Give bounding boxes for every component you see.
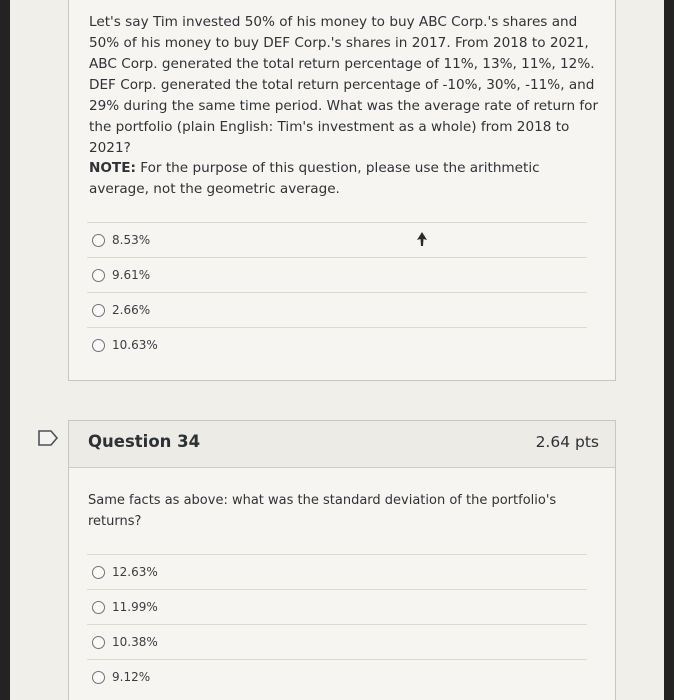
note-label: NOTE: xyxy=(89,160,136,176)
bookmark-flag-icon[interactable] xyxy=(37,430,59,446)
answer-option-1[interactable] xyxy=(87,222,587,257)
question-title: Question 34 xyxy=(88,432,201,451)
answer-options xyxy=(87,554,587,694)
answer-option-1[interactable] xyxy=(87,554,587,589)
answer-label: 11.99% xyxy=(112,600,158,614)
radio-button-icon[interactable] xyxy=(92,234,105,247)
note-text xyxy=(89,158,599,200)
radio-button-icon[interactable] xyxy=(92,601,105,614)
question-points: 2.64 pts xyxy=(535,433,599,451)
radio-button-icon[interactable] xyxy=(92,636,105,649)
answer-option-3[interactable] xyxy=(87,292,587,327)
screen xyxy=(10,0,664,700)
question-33-card xyxy=(68,0,616,381)
radio-button-icon[interactable] xyxy=(92,671,105,684)
mouse-cursor-icon xyxy=(415,231,429,247)
answer-option-2[interactable] xyxy=(87,589,587,624)
radio-button-icon[interactable] xyxy=(92,339,105,352)
question-text: Same facts as above: what was the standard deviation of the portfolio's returns? xyxy=(88,493,557,529)
answer-label: 2.66% xyxy=(112,303,151,317)
question-34-card xyxy=(68,420,616,700)
radio-button-icon[interactable] xyxy=(92,269,105,282)
answer-label: 10.63% xyxy=(112,338,158,352)
radio-button-icon[interactable] xyxy=(92,566,105,579)
answer-label: 10.38% xyxy=(112,635,158,649)
note-body: For the purpose of this question, please use the arithmetic average, not the geometric average. xyxy=(89,160,540,197)
radio-button-icon[interactable] xyxy=(92,304,105,317)
question-header xyxy=(69,421,615,468)
answer-label: 12.63% xyxy=(112,565,158,579)
answer-options xyxy=(87,222,587,362)
answer-label: 9.61% xyxy=(112,268,151,282)
question-text: Let's say Tim invested 50% of his money to buy ABC Corp.'s shares and 50% of his money to buy DEF Corp.'s shares in 2017. From 2018 to 2021, ABC Corp. generated the total return percentage of 11%, 13%, 11%, 12%. DEF Corp. generated the total return percentage of -10%, 30%, -11%, and 29% during the same time period. What was the average rate of return for the portfolio (plain English: Tim's investment as a whole) from 2018 to 2021? xyxy=(89,14,599,156)
answer-option-4[interactable] xyxy=(87,327,587,362)
answer-option-2[interactable] xyxy=(87,257,587,292)
answer-option-3[interactable] xyxy=(87,624,587,659)
answer-label: 8.53% xyxy=(112,233,151,247)
answer-option-4[interactable] xyxy=(87,659,587,694)
answer-label: 9.12% xyxy=(112,670,151,684)
